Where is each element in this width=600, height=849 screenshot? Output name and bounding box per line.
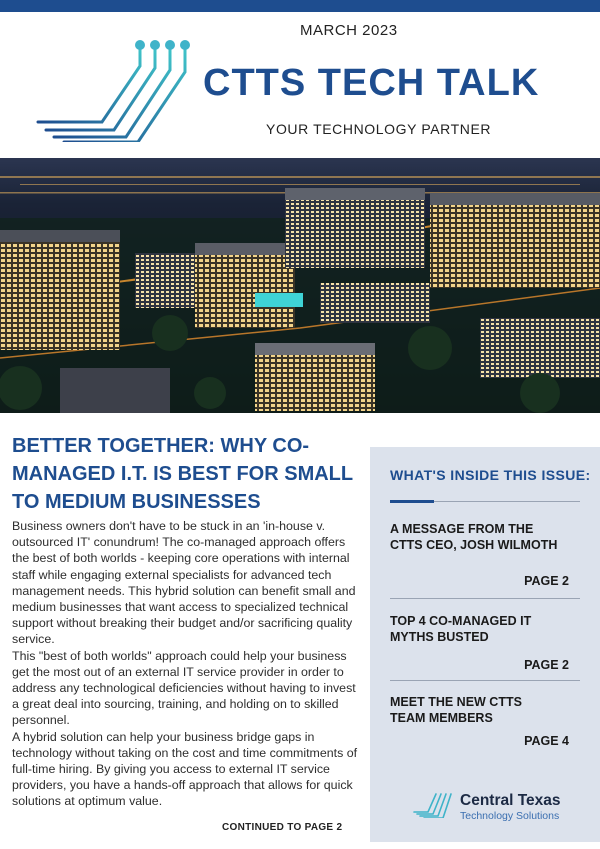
toc-divider [390, 598, 580, 599]
toc-item-myths-busted[interactable]: TOP 4 CO-MANAGED IT MYTHS BUSTED [390, 614, 532, 644]
inside-this-issue-sidebar [370, 447, 600, 842]
article-body [12, 518, 362, 810]
article-headline: BETTER TOGETHER: WHY CO-MANAGED I.T. IS BEST FOR SMALL TO MEDIUM BUSINESSES [12, 435, 353, 513]
article-paragraph: Business owners don't have to be stuck in an 'in-house v. outsourced IT' conundrum! The co-managed approach offers the best of both worlds - keeping core operations with internal staff while engaging external specialists for advanced tech management needs. This hybrid solution can benefit small and medium businesses that want access to specialized technical support without breaking their budget and/or sacrificing quality service. [12, 519, 356, 647]
brand-name: Central Texas [460, 792, 561, 809]
toc-page-number[interactable]: PAGE 4 [524, 734, 569, 748]
top-color-bar [0, 0, 600, 12]
ctts-circuit-logo-icon [34, 36, 198, 142]
heading-accent-bar [390, 500, 434, 503]
newsletter-title: CTTS TECH TALK [203, 62, 540, 104]
hero-city-photo [0, 158, 600, 413]
continued-link[interactable]: CONTINUED TO PAGE 2 [222, 822, 343, 833]
brand-tagline: Technology Solutions [460, 810, 560, 822]
toc-page-number[interactable]: PAGE 2 [524, 658, 569, 672]
sidebar-heading: WHAT'S INSIDE THIS ISSUE: [390, 467, 591, 483]
heading-rule [434, 501, 580, 502]
central-texas-logo-icon [412, 792, 452, 818]
toc-page-number[interactable]: PAGE 2 [524, 574, 569, 588]
toc-item-ceo-message[interactable]: A MESSAGE FROM THE CTTS CEO, JOSH WILMOTH [390, 522, 558, 552]
newsletter-subtitle: YOUR TECHNOLOGY PARTNER [266, 121, 492, 137]
article-paragraph: A hybrid solution can help your business bridge gaps in technology without taking on the cost and time commitments of full-time hiring. By giving you access to external IT service providers, you have a hands-off approach that allows for quick solutions at optimum value. [12, 729, 358, 809]
article-paragraph: This "best of both worlds" approach could help your business get the most out of an external IT service provider in order to address any technological deficiencies without having to invest a great deal into sourcing, training, and holding on to skilled personnel. [12, 648, 356, 728]
night-city-aerial-photo-icon [0, 158, 600, 413]
toc-divider [390, 680, 580, 681]
toc-item-new-team-members[interactable]: MEET THE NEW CTTS TEAM MEMBERS [390, 695, 522, 725]
issue-date: MARCH 2023 [300, 22, 398, 39]
